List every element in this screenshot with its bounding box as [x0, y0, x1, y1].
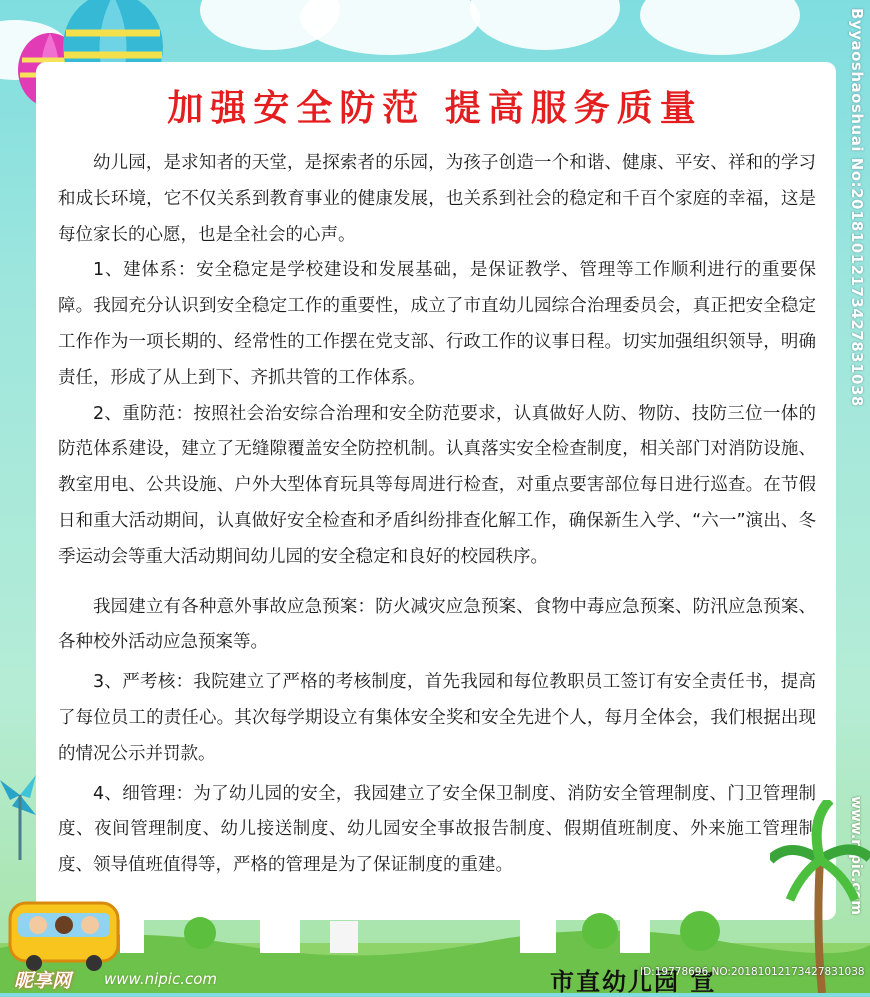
cloud — [300, 0, 480, 55]
paragraph-build-system: 1、建体系：安全稳定是学校建设和发展基础，是保证教学、管理等工作顺利进行的重要保障。我园充分认识到安全稳定工作的重要性，成立了市直幼儿园综合治理委员会，真正把安全稳定工作作为一项长期的、经常性的工作摆在党支部、行政工作的议事日程。切实加强组织领导，明确责任，形成了从上到下、齐抓共管的工作体系。 — [58, 260, 816, 388]
image-id-watermark: ID:19778696 NO:20181012173427831038 — [640, 966, 865, 978]
nipic-url: www.nipic.com — [104, 970, 218, 988]
palm-tree-icon — [770, 800, 870, 993]
page-title: 加强安全防范 提高服务质量 — [167, 88, 703, 129]
school-bus-icon — [4, 893, 124, 973]
author-watermark: Byyaoshaoshuai No:20181012173427831038 — [848, 8, 866, 407]
paragraph-emergency-plans: 我园建立有各种意外事故应急预案：防火减灾应急预案、食物中毒应急预案、防汛应急预案、各种校外活动应急预案等。 — [58, 596, 816, 653]
pinwheel-icon — [0, 770, 40, 860]
article-body — [58, 146, 816, 884]
paragraph-prevention: 2、重防范：按照社会治安综合治理和安全防范要求，认真做好人防、物防、技防三位一体的防范体系建设，建立了无缝隙覆盖安全防控机制。认真落实安全检查制度，相关部门对消防设施、教室用电、公共设施、户外大型体育玩具等每周进行检查，对重点要害部位每日进行巡查。在节假日和重大活动期间，认真做好安全检查和矛盾纠纷排查化解工作，确保新生入学、“六一”演出、冬季运动会等重大活动期间幼儿园的安全稳定和良好的校园秩序。 — [58, 403, 816, 567]
footer-organization: 市直幼儿园 宣 — [550, 968, 717, 996]
paragraph-management: 4、细管理：为了幼儿园的安全，我园建立了安全保卫制度、消防安全管理制度、门卫管理制度、夜间管理制度、幼儿接送制度、幼儿园安全事故报告制度、假期值班制度、外来施工管理制度、领导值班值得等，严格的管理是为了保证制度的重建。 — [58, 783, 816, 876]
site-watermark: www.nipic.com — [848, 796, 864, 915]
intro-paragraph: 幼儿园，是求知者的天堂，是探索者的乐园，为孩子创造一个和谐、健康、平安、祥和的学习和成长环境，它不仅关系到教育事业的健康发展，也关系到社会的稳定和千百个家庭的幸福，这是每位家长的心愿，也是全社会的心声。 — [58, 153, 816, 245]
nipic-logo: 昵享网 — [14, 970, 72, 992]
cloud — [470, 0, 620, 50]
cloud — [640, 0, 800, 55]
paragraph-assessment: 3、严考核：我院建立了严格的考核制度，首先我园和每位教职员工签订有安全责任书，提高了每位员工的责任心。其次每学期设立有集体安全奖和安全先进个人，每月全体会，我们根据出现的情况公示并罚款。 — [58, 672, 816, 764]
